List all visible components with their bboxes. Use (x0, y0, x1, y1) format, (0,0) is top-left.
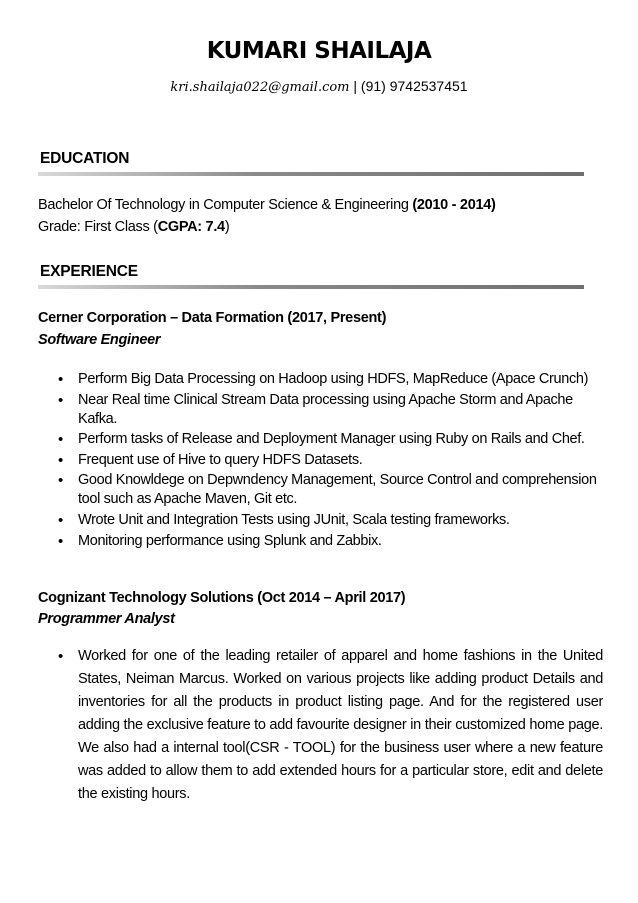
grade-cgpa: CGPA: 7.4 (157, 219, 225, 235)
job-role: Software Engineer (38, 332, 161, 348)
degree-years: (2010 - 2014) (412, 197, 496, 213)
grade-suffix: ) (224, 219, 230, 235)
degree-text: Bachelor Of Technology in Computer Science & Engineering (38, 197, 413, 213)
list-item: • Worked for one of the leading retailer of apparel and home fashions in the United States, Neiman Marcus. Worked on various projects like adding product Details and inventories for all the products in product listing page. And for the registered user adding the exclusive feature to add favourite designer in their customized home page. We also had a internal tool(CSR - TOOL) for the business user where a new feature was added to allow them to add extended hours for a particular store, edit and delete the existing hours. (58, 645, 603, 806)
grade-line (38, 219, 229, 235)
education-heading: EDUCATION (40, 150, 130, 167)
list-item: • Perform Big Data Processing on Hadoop using HDFS, MapReduce (Apace Crunch) (58, 370, 603, 389)
education-divider (38, 172, 584, 176)
job-bullet-list (58, 370, 603, 552)
candidate-name: KUMARI SHAILAJA (206, 38, 432, 64)
experience-divider (38, 285, 584, 289)
job-bullet-list (58, 645, 603, 808)
list-item: • Perform tasks of Release and Deployment Manager using Ruby on Rails and Chef. (58, 430, 603, 449)
list-item: • Good Knowldege on Depwndency Management, Source Control and comprehension tool such as Apache Maven, Git etc. (58, 471, 603, 509)
degree-line (38, 197, 496, 213)
phone-number: | (91) 9742537451 (349, 78, 468, 94)
list-item: • Frequent use of Hive to query HDFS Datasets. (58, 451, 603, 470)
job-company: Cognizant Technology Solutions (Oct 2014 – April 2017) (38, 590, 406, 606)
grade-prefix: Grade: First Class ( (38, 219, 158, 235)
email-address[interactable]: kri.shailaja022@gmail.com (170, 80, 350, 95)
contact-line (0, 78, 638, 95)
job-company: Cerner Corporation – Data Formation (2017, Present) (38, 310, 387, 326)
job-role: Programmer Analyst (38, 611, 175, 627)
list-item: • Monitoring performance using Splunk and Zabbix. (58, 532, 603, 551)
list-item: • Near Real time Clinical Stream Data processing using Apache Storm and Apache Kafka. (58, 391, 603, 429)
experience-heading: EXPERIENCE (40, 263, 138, 280)
list-item: • Wrote Unit and Integration Tests using JUnit, Scala testing frameworks. (58, 511, 603, 530)
